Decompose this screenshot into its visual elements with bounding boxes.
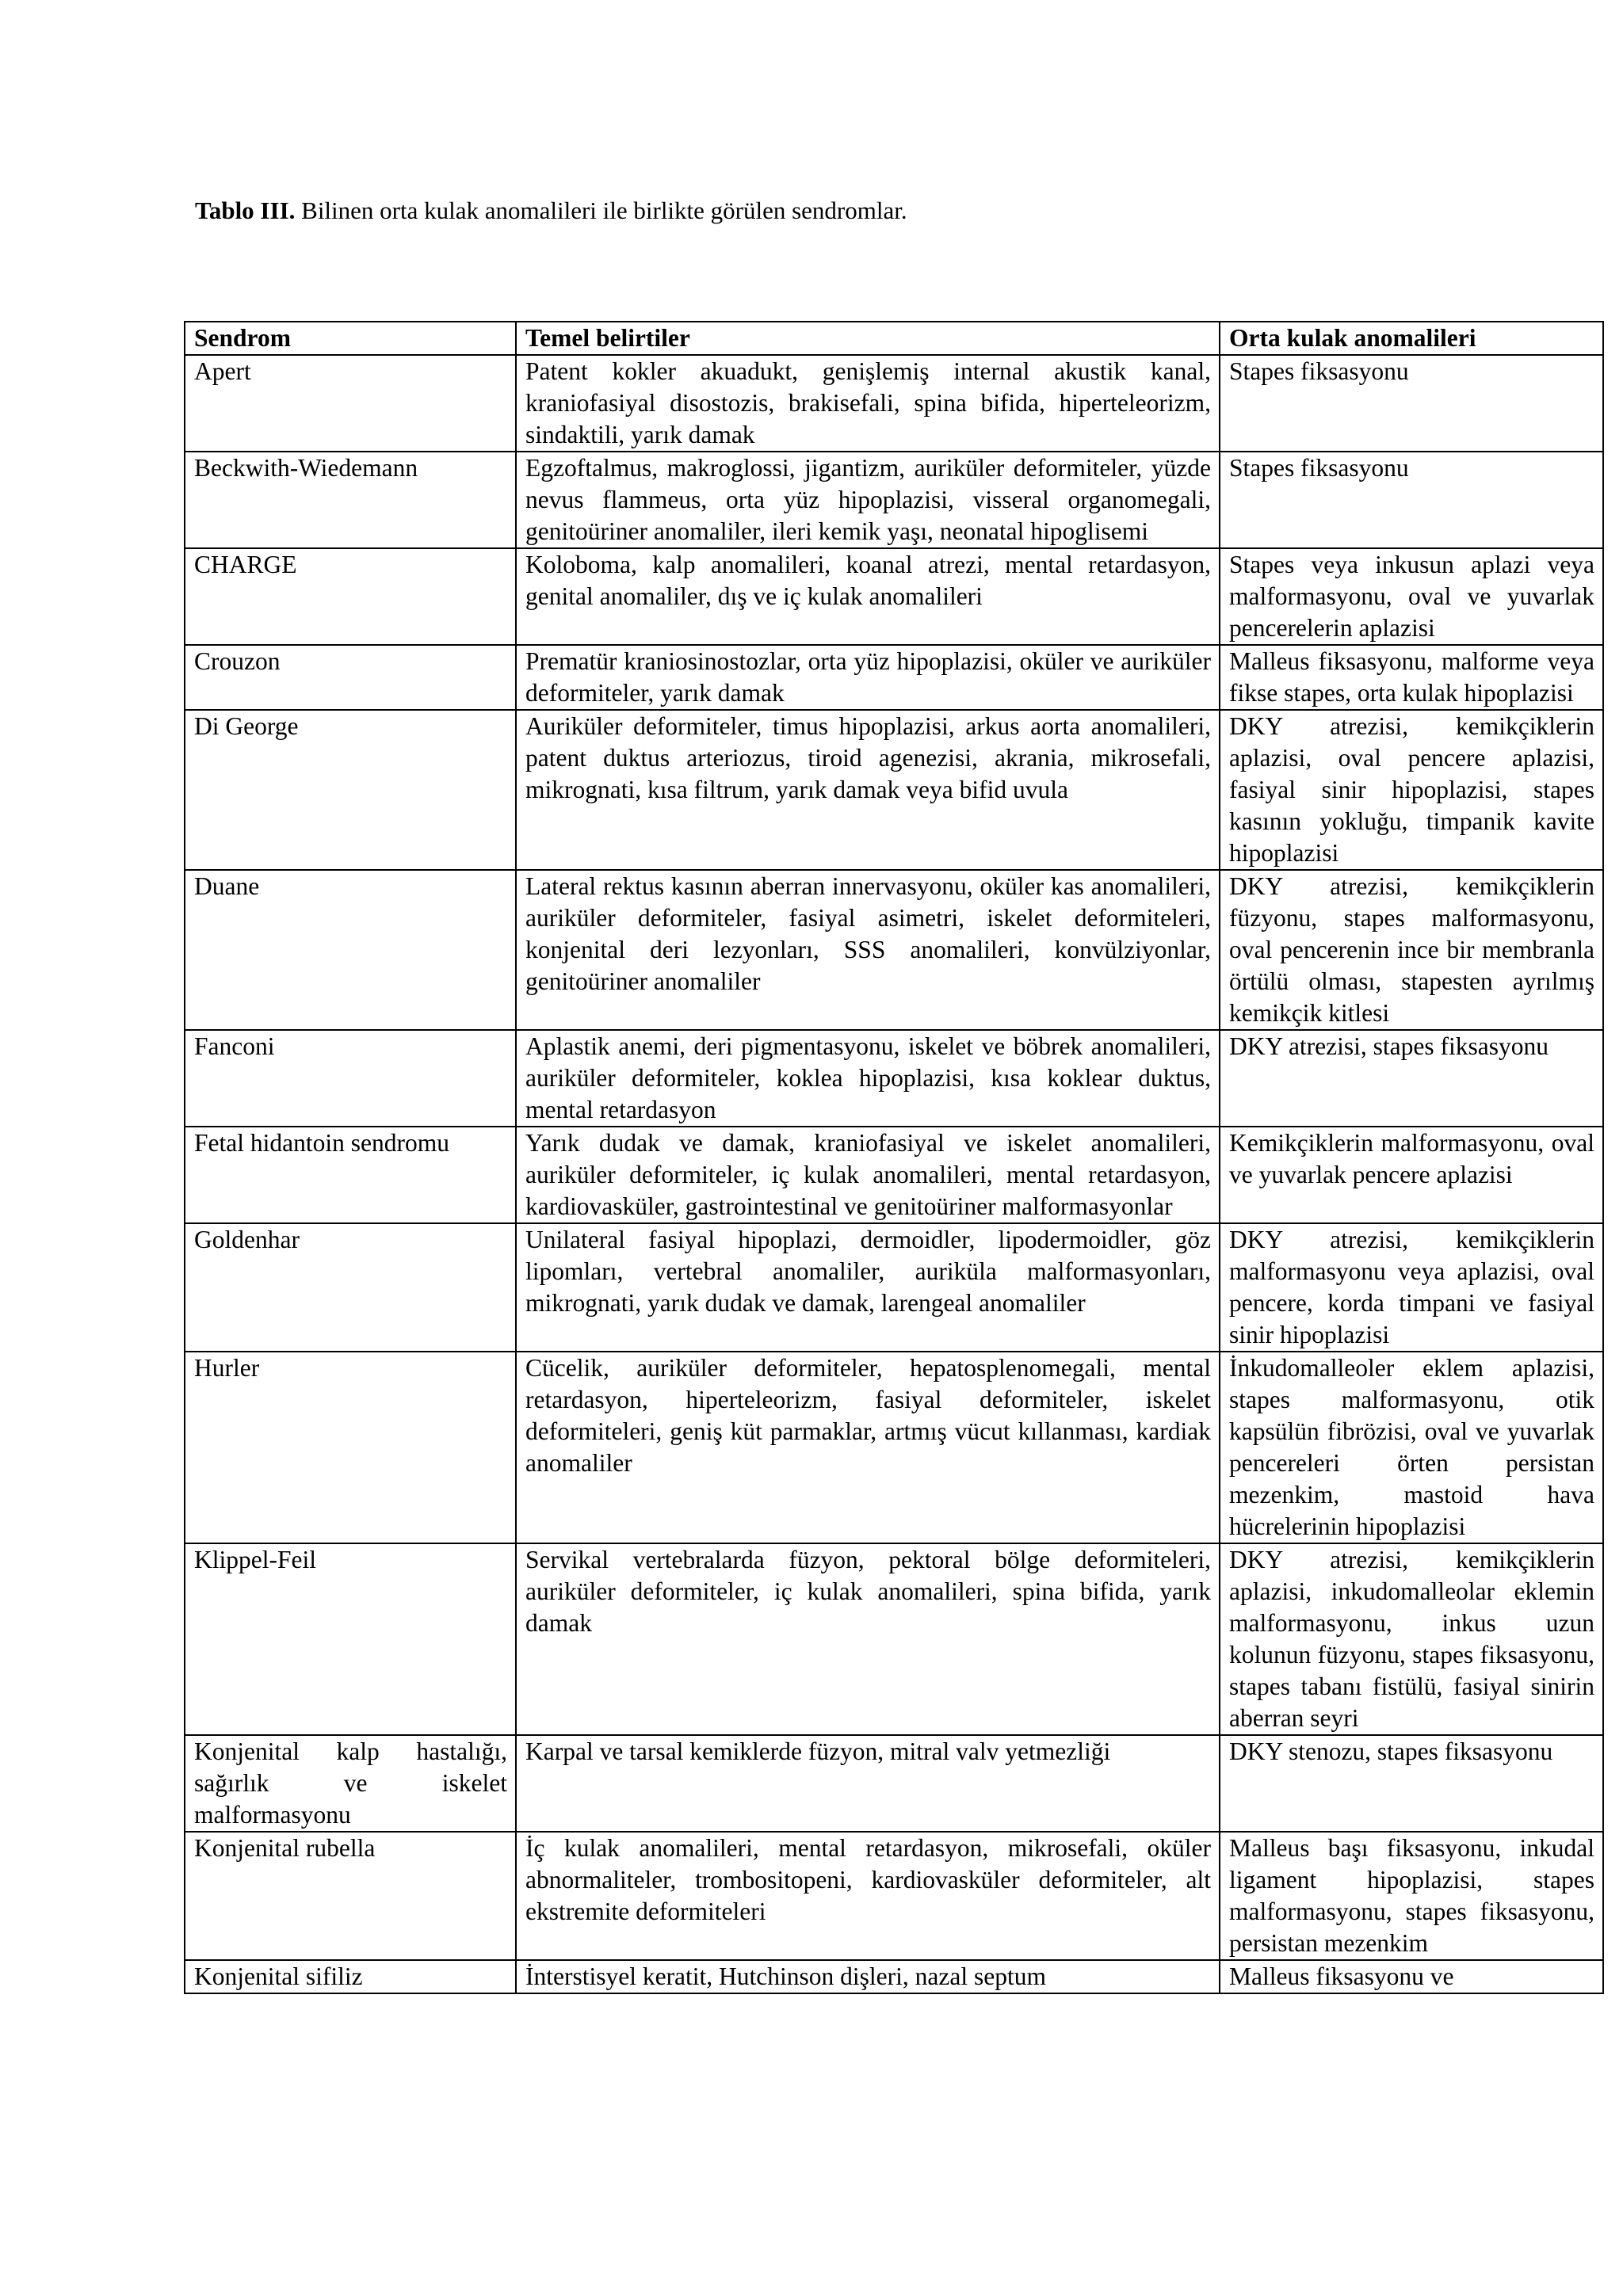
cell-sendrom: Konjenital kalp hastalığı, sağırlık ve iskelet malformasyonu xyxy=(185,1735,516,1832)
cell-orta-kulak-anomalileri: Malleus fiksasyonu ve xyxy=(1220,1960,1603,1993)
table-header-row xyxy=(185,322,1603,355)
cell-orta-kulak-anomalileri: DKY atrezisi, stapes fiksasyonu xyxy=(1220,1030,1603,1127)
cell-temel-belirtiler: İç kulak anomalileri, mental retardasyon, mikrosefali, oküler abnormaliteler, trombositopeni, kardiovasküler deformiteler, alt ekstremite deformiteleri xyxy=(516,1832,1220,1960)
table-row xyxy=(185,1735,1603,1832)
cell-sendrom: Fetal hidantoin sendromu xyxy=(185,1127,516,1223)
cell-orta-kulak-anomalileri: Stapes veya inkusun aplazi veya malformasyonu, oval ve yuvarlak pencerelerin aplazisi xyxy=(1220,548,1603,645)
cell-temel-belirtiler: Servikal vertebralarda füzyon, pektoral bölge deformiteleri, auriküler deformiteler, iç kulak anomalileri, spina bifida, yarık damak xyxy=(516,1543,1220,1735)
column-header-sendrom: Sendrom xyxy=(185,322,516,355)
cell-sendrom: Apert xyxy=(185,355,516,452)
cell-temel-belirtiler: Unilateral fasiyal hipoplazi, dermoidler, lipodermoidler, göz lipomları, vertebral anomaliler, auriküla malformasyonları, mikrognati, yarık dudak ve damak, larengeal anomaliler xyxy=(516,1223,1220,1352)
table-row xyxy=(185,548,1603,645)
table-row xyxy=(185,1030,1603,1127)
table-row xyxy=(185,452,1603,548)
table-row xyxy=(185,1960,1603,1993)
cell-temel-belirtiler: Yarık dudak ve damak, kraniofasiyal ve iskelet anomalileri, auriküler deformiteler, iç kulak anomalileri, mental retardasyon, kardiovasküler, gastrointestinal ve genitoüriner malformasyonlar xyxy=(516,1127,1220,1223)
table-row xyxy=(185,1127,1603,1223)
cell-temel-belirtiler: Auriküler deformiteler, timus hipoplazisi, arkus aorta anomalileri, patent duktus arteriozus, tiroid agenezisi, akrania, mikrosefali, mikrognati, kısa filtrum, yarık damak veya bifid uvula xyxy=(516,710,1220,870)
cell-sendrom: Duane xyxy=(185,870,516,1030)
table-caption-label: Tablo III. xyxy=(195,196,296,224)
cell-orta-kulak-anomalileri: Malleus fiksasyonu, malforme veya fikse stapes, orta kulak hipoplazisi xyxy=(1220,645,1603,710)
cell-orta-kulak-anomalileri: İnkudomalleoler eklem aplazisi, stapes malformasyonu, otik kapsülün fibrözisi, oval ve yuvarlak pencereleri örten persistan mezenkim, mastoid hava hücrelerinin hipoplazisi xyxy=(1220,1352,1603,1543)
table-row xyxy=(185,870,1603,1030)
syndromes-table xyxy=(184,321,1604,1994)
cell-orta-kulak-anomalileri: Stapes fiksasyonu xyxy=(1220,355,1603,452)
table-row xyxy=(185,1352,1603,1543)
cell-temel-belirtiler: Aplastik anemi, deri pigmentasyonu, iskelet ve böbrek anomalileri, auriküler deformiteler, koklea hipoplazisi, kısa koklear duktus, mental retardasyon xyxy=(516,1030,1220,1127)
table-row xyxy=(185,1543,1603,1735)
cell-temel-belirtiler: Karpal ve tarsal kemiklerde füzyon, mitral valv yetmezliği xyxy=(516,1735,1220,1832)
column-header-temel-belirtiler: Temel belirtiler xyxy=(516,322,1220,355)
cell-sendrom: Crouzon xyxy=(185,645,516,710)
cell-sendrom: Klippel-Feil xyxy=(185,1543,516,1735)
cell-orta-kulak-anomalileri: DKY atrezisi, kemikçiklerin aplazisi, inkudomalleolar eklemin malformasyonu, inkus uzun kolunun füzyonu, stapes fiksasyonu, stapes tabanı fistülü, fasiyal sinirin aberran seyri xyxy=(1220,1543,1603,1735)
cell-sendrom: Konjenital sifiliz xyxy=(185,1960,516,1993)
cell-orta-kulak-anomalileri: Kemikçiklerin malformasyonu, oval ve yuvarlak pencere aplazisi xyxy=(1220,1127,1603,1223)
cell-sendrom: Hurler xyxy=(185,1352,516,1543)
cell-orta-kulak-anomalileri: DKY stenozu, stapes fiksasyonu xyxy=(1220,1735,1603,1832)
cell-orta-kulak-anomalileri: Malleus başı fiksasyonu, inkudal ligament hipoplazisi, stapes malformasyonu, stapes fiksasyonu, persistan mezenkim xyxy=(1220,1832,1603,1960)
cell-temel-belirtiler: Patent kokler akuadukt, genişlemiş internal akustik kanal, kraniofasiyal disostozis, brakisefali, spina bifida, hiperteleorizm, sindaktili, yarık damak xyxy=(516,355,1220,452)
table-row xyxy=(185,1223,1603,1352)
cell-orta-kulak-anomalileri: Stapes fiksasyonu xyxy=(1220,452,1603,548)
cell-sendrom: CHARGE xyxy=(185,548,516,645)
cell-sendrom: Konjenital rubella xyxy=(185,1832,516,1960)
cell-orta-kulak-anomalileri: DKY atrezisi, kemikçiklerin aplazisi, oval pencere aplazisi, fasiyal sinir hipoplazisi, stapes kasının yokluğu, timpanik kavite hipoplazisi xyxy=(1220,710,1603,870)
table-caption xyxy=(195,195,907,227)
cell-temel-belirtiler: Prematür kraniosinostozlar, orta yüz hipoplazisi, oküler ve auriküler deformiteler, yarık damak xyxy=(516,645,1220,710)
column-header-orta-kulak-anomalileri: Orta kulak anomalileri xyxy=(1220,322,1603,355)
cell-sendrom: Di George xyxy=(185,710,516,870)
cell-orta-kulak-anomalileri: DKY atrezisi, kemikçiklerin malformasyonu veya aplazisi, oval pencere, korda timpani ve fasiyal sinir hipoplazisi xyxy=(1220,1223,1603,1352)
table-row xyxy=(185,355,1603,452)
table-row xyxy=(185,710,1603,870)
cell-temel-belirtiler: Lateral rektus kasının aberran innervasyonu, oküler kas anomalileri, auriküler deformiteler, fasiyal asimetri, iskelet deformiteleri, konjenital deri lezyonları, SSS anomalileri, konvülziyonlar, genitoüriner anomaliler xyxy=(516,870,1220,1030)
table-row xyxy=(185,645,1603,710)
cell-temel-belirtiler: Cücelik, auriküler deformiteler, hepatosplenomegali, mental retardasyon, hiperteleorizm, fasiyal deformiteler, iskelet deformiteleri, geniş küt parmaklar, artmış vücut kıllanması, kardiak anomaliler xyxy=(516,1352,1220,1543)
table-caption-text: Bilinen orta kulak anomalileri ile birlikte görülen sendromlar. xyxy=(295,196,907,224)
cell-sendrom: Fanconi xyxy=(185,1030,516,1127)
cell-temel-belirtiler: İnterstisyel keratit, Hutchinson dişleri, nazal septum xyxy=(516,1960,1220,1993)
cell-sendrom: Beckwith-Wiedemann xyxy=(185,452,516,548)
table-row xyxy=(185,1832,1603,1960)
cell-sendrom: Goldenhar xyxy=(185,1223,516,1352)
cell-temel-belirtiler: Koloboma, kalp anomalileri, koanal atrezi, mental retardasyon, genital anomaliler, dış ve iç kulak anomalileri xyxy=(516,548,1220,645)
cell-temel-belirtiler: Egzoftalmus, makroglossi, jigantizm, auriküler deformiteler, yüzde nevus flammeus, orta yüz hipoplazisi, visseral organomegali, genitoüriner anomaliler, ileri kemik yaşı, neonatal hipoglisemi xyxy=(516,452,1220,548)
cell-orta-kulak-anomalileri: DKY atrezisi, kemikçiklerin füzyonu, stapes malformasyonu, oval pencerenin ince bir membranla örtülü olması, stapesten ayrılmış kemikçik kitlesi xyxy=(1220,870,1603,1030)
